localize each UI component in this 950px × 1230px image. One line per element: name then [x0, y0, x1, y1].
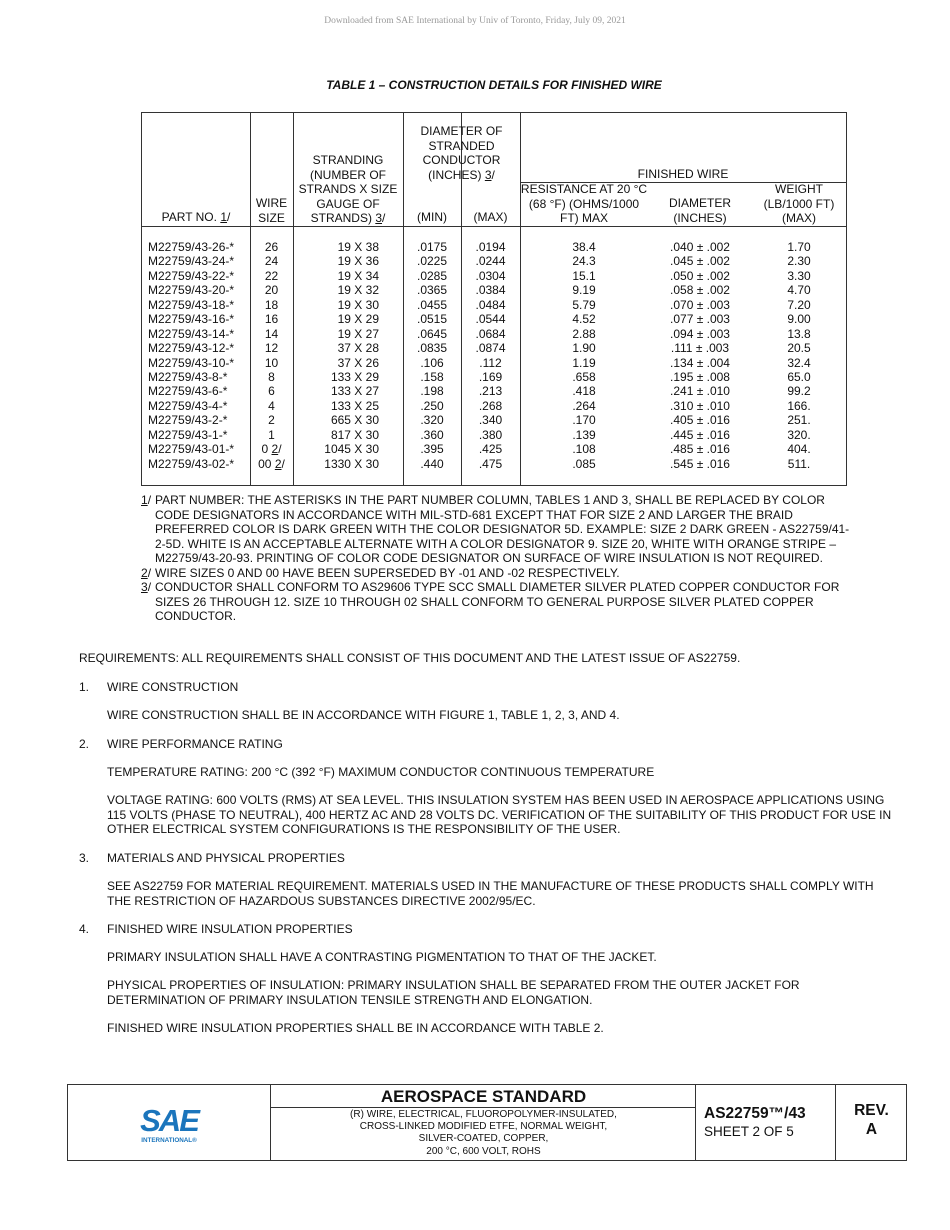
table-notes — [141, 493, 851, 624]
part-number-cell: M22759/43-24-* — [148, 254, 235, 269]
part-number-cell: M22759/43-8-* — [148, 369, 228, 384]
section-number: 3. — [79, 851, 90, 865]
weight-cell: 13.8 — [787, 326, 811, 341]
diameter-min-cell: .0175 — [416, 240, 448, 254]
header-finished-wire: FINISHED WIRE — [637, 167, 729, 181]
diameter-max-cell: .475 — [478, 456, 503, 471]
section-paragraph: PHYSICAL PROPERTIES OF INSULATION: PRIMARY INSULATION SHALL BE SEPARATED FROM THE OUTER JACKET FOR DETERMINATION OF PRIMARY INSULATION TENSILE STRENGTH AND ELONGATION. — [107, 978, 800, 1007]
diameter-max-column — [461, 240, 520, 471]
stranding-cell: 19 X 32 — [337, 283, 379, 298]
wire-size-cell: 1 — [268, 427, 275, 442]
finished-diameter-cell: .241 ± .010 — [670, 384, 730, 399]
stranding-cell: 37 X 28 — [337, 341, 379, 356]
section-title-materials: MATERIALS AND PHYSICAL PROPERTIES — [107, 851, 345, 865]
header-resistance: RESISTANCE AT 20 °C (68 °F) (OHMS/1000 FT) MAX — [520, 182, 648, 225]
part-number-cell: M22759/43-1-* — [148, 427, 228, 442]
diameter-max-cell: .0684 — [475, 326, 506, 341]
weight-cell: 2.30 — [787, 254, 811, 269]
finished-diameter-cell: .405 ± .016 — [670, 413, 730, 428]
section-paragraph: PRIMARY INSULATION SHALL HAVE A CONTRASTING PIGMENTATION TO THAT OF THE JACKET. — [107, 950, 657, 964]
header-part-no: PART NO. 1/ — [161, 210, 231, 224]
wire-size-cell: 22 — [264, 268, 279, 283]
note-1 — [141, 493, 851, 566]
resistance-cell: 9.19 — [572, 283, 596, 298]
resistance-cell: 2.88 — [572, 326, 596, 341]
wire-size-column — [250, 240, 293, 471]
part-number-cell: M22759/43-01-* — [148, 442, 235, 457]
wire-size-cell: 0 2/ — [261, 442, 282, 457]
header-diameter-group: DIAMETER OF STRANDED CONDUCTOR (INCHES) 3/ — [420, 124, 503, 182]
resistance-cell: .418 — [572, 384, 596, 399]
section-title-performance-rating: WIRE PERFORMANCE RATING — [107, 737, 283, 751]
resistance-cell: .170 — [572, 413, 596, 428]
resistance-cell: .085 — [572, 456, 596, 471]
part-number-cell: M22759/43-18-* — [148, 297, 235, 312]
title-line: (R) WIRE, ELECTRICAL, FLUOROPOLYMER-INSULATED, — [350, 1109, 617, 1120]
stranding-cell: 133 X 27 — [330, 384, 379, 399]
note-text: WIRE SIZES 0 AND 00 HAVE BEEN SUPERSEDED BY -01 AND -02 RESPECTIVELY. — [155, 565, 620, 580]
diameter-min-cell: .0645 — [416, 326, 448, 341]
header-stranding: STRANDING (NUMBER OF STRANDS X SIZE GAUGE OF STRANDS) 3/ — [298, 153, 398, 225]
resistance-column — [520, 240, 648, 471]
document-number: AS22759™/43 — [704, 1105, 806, 1122]
section-paragraph: FINISHED WIRE INSULATION PROPERTIES SHALL BE IN ACCORDANCE WITH TABLE 2. — [107, 1021, 604, 1035]
finished-diameter-cell: .050 ± .002 — [670, 268, 730, 283]
header-min: (MIN) — [417, 210, 447, 224]
note-text: CONDUCTOR SHALL CONFORM TO AS29606 TYPE SCC SMALL DIAMETER SILVER PLATED COPPER CONDUCTOR FOR SIZES 26 THROUGH 12. SIZE 10 THROUGH 02 SHALL CONFORM TO GENERAL PURPOSE SILVER PLATED COPPER CONDUCTOR. — [155, 580, 840, 623]
part-number-cell: M22759/43-4-* — [148, 398, 228, 413]
diameter-min-cell: .0225 — [416, 254, 448, 269]
diameter-max-cell: .0544 — [475, 312, 506, 327]
part-number-cell: M22759/43-10-* — [148, 355, 235, 370]
diameter-max-cell: .0484 — [475, 297, 506, 312]
weight-cell: 1.70 — [787, 240, 811, 254]
stranding-cell: 1045 X 30 — [324, 442, 379, 457]
section-paragraph: SEE AS22759 FOR MATERIAL REQUIREMENT. MATERIALS USED IN THE MANUFACTURE OF THESE PRODUCTS SHALL COMPLY WITH THE RESTRICTION OF HAZARDOUS SUBSTANCES DIRECTIVE 2002/95/EC. — [107, 879, 874, 908]
finished-diameter-cell: .040 ± .002 — [670, 240, 730, 254]
sae-logo — [68, 1085, 270, 1160]
stranding-cell: 19 X 29 — [337, 312, 379, 327]
note-text: PART NUMBER: THE ASTERISKS IN THE PART NUMBER COLUMN, TABLES 1 AND 3, SHALL BE REPLACED BY COLOR CODE DESIGNATORS IN ACCORDANCE WITH MIL-STD-681 EXCEPT THAT FOR SIZE 2 AND LARGER THE BRAID PREFERRED COLOR IS DARK GREEN WITH THE COLOR DESIGNATOR 5D. EXAMPLE: SIZE 2 DARK GREEN - AS22759/41-2-5D. WHITE IS AN ACCEPTABLE ALTERNATE WITH A COLOR DESIGNATOR 9. SIZE 20, WHITE WITH ORANGE STRIPE – M22759/43-20-93. PRINTING OF COLOR CODE DESIGNATOR ON SURFACE OF WIRE INSULATION IS NOT REQUIRED. — [155, 493, 850, 565]
wire-size-cell: 10 — [264, 355, 279, 370]
revision-cell — [835, 1085, 907, 1160]
stranding-cell: 133 X 25 — [330, 398, 379, 413]
wire-size-cell: 4 — [268, 398, 275, 413]
diameter-max-cell: .0194 — [475, 240, 506, 254]
wire-size-cell: 24 — [264, 254, 279, 269]
part-number-cell: M22759/43-2-* — [148, 413, 228, 428]
resistance-cell: 5.79 — [572, 297, 596, 312]
section-title-insulation-properties: FINISHED WIRE INSULATION PROPERTIES — [107, 922, 353, 936]
weight-cell: 4.70 — [787, 283, 811, 298]
diameter-max-cell: .213 — [478, 384, 503, 399]
stranding-column — [293, 240, 379, 471]
diameter-max-cell: .425 — [478, 442, 503, 457]
wire-size-cell: 26 — [264, 240, 279, 254]
requirements-statement: REQUIREMENTS: ALL REQUIREMENTS SHALL CONSIST OF THIS DOCUMENT AND THE LATEST ISSUE OF AS22759. — [79, 651, 741, 665]
resistance-cell: .139 — [572, 427, 596, 442]
finished-diameter-cell: .134 ± .004 — [670, 355, 730, 370]
stranding-cell: 19 X 34 — [337, 268, 379, 283]
weight-cell: 3.30 — [787, 268, 811, 283]
section-number: 2. — [79, 737, 90, 751]
note-marker: 2/ — [141, 565, 152, 580]
section-paragraph: VOLTAGE RATING: 600 VOLTS (RMS) AT SEA LEVEL. THIS INSULATION SYSTEM HAS BEEN USED IN AEROSPACE APPLICATIONS USING 115 VOLTS (PHASE TO NEUTRAL), 400 HERTZ AC AND 28 VOLTS DC. VERIFICATION OF THE SUITABILITY OF THIS PRODUCT FOR USE IN OTHER ELECTRICAL SYSTEM CONFIGURATIONS IS THE RESPONSIBILITY OF THE USER. — [107, 793, 892, 836]
diameter-max-cell: .340 — [478, 413, 503, 428]
stranding-cell: 19 X 36 — [337, 254, 379, 269]
finished-diameter-cell: .094 ± .003 — [670, 326, 730, 341]
stranding-cell: 1330 X 30 — [324, 456, 379, 471]
finished-diameter-cell: .310 ± .010 — [670, 398, 730, 413]
finished-diameter-cell: .195 ± .008 — [670, 369, 730, 384]
weight-cell: 99.2 — [787, 384, 811, 399]
svg-text:INTERNATIONAL®: INTERNATIONAL® — [141, 1137, 197, 1144]
diameter-max-cell: .0244 — [475, 254, 506, 269]
diameter-min-cell: .440 — [420, 456, 444, 471]
resistance-cell: 1.19 — [572, 355, 596, 370]
part-number-cell: M22759/43-14-* — [148, 326, 235, 341]
weight-cell: 166. — [787, 398, 811, 413]
section-number: 4. — [79, 922, 90, 936]
resistance-cell: .108 — [572, 442, 596, 457]
note-2 — [141, 566, 851, 581]
wire-size-cell: 18 — [264, 297, 279, 312]
wire-size-cell: 20 — [264, 283, 279, 298]
title-block — [67, 1084, 907, 1161]
diameter-max-cell: .0874 — [475, 341, 506, 356]
section-paragraph: WIRE CONSTRUCTION SHALL BE IN ACCORDANCE WITH FIGURE 1, TABLE 1, 2, 3, AND 4. — [107, 708, 620, 722]
part-number-column — [148, 240, 248, 471]
finished-diameter-column — [648, 240, 752, 471]
part-number-cell: M22759/43-22-* — [148, 268, 235, 283]
finished-diameter-cell: .545 ± .016 — [670, 456, 730, 471]
stranding-cell: 133 X 29 — [330, 369, 379, 384]
weight-cell: 9.00 — [787, 312, 811, 327]
stranding-cell: 665 X 30 — [330, 413, 379, 428]
header-wire-size: WIRE SIZE — [255, 196, 288, 225]
part-number-cell: M22759/43-20-* — [148, 283, 235, 298]
resistance-cell: 15.1 — [572, 268, 596, 283]
revision-value: A — [865, 1121, 878, 1138]
diameter-min-cell: .0455 — [416, 297, 448, 312]
finished-diameter-cell: .070 ± .003 — [670, 297, 730, 312]
wire-size-cell: 00 2/ — [258, 456, 285, 471]
document-title — [271, 1109, 696, 1158]
document-number-cell — [695, 1085, 836, 1160]
diameter-min-cell: .320 — [420, 413, 444, 428]
resistance-cell: 4.52 — [572, 312, 596, 327]
diameter-max-cell: .380 — [478, 427, 503, 442]
diameter-min-cell: .0285 — [416, 268, 448, 283]
title-line: CROSS-LINKED MODIFIED ETFE, NORMAL WEIGHT, — [359, 1121, 608, 1133]
finished-diameter-cell: .485 ± .016 — [670, 442, 730, 457]
standard-type: AEROSPACE STANDARD — [271, 1085, 696, 1108]
weight-cell: 511. — [787, 456, 811, 471]
table-title: TABLE 1 – CONSTRUCTION DETAILS FOR FINISHED WIRE — [326, 78, 662, 92]
header-divider — [142, 226, 846, 227]
diameter-max-cell: .169 — [478, 369, 503, 384]
note-marker: 1/ — [141, 493, 152, 507]
finished-diameter-cell: .445 ± .016 — [670, 427, 730, 442]
title-block-description — [270, 1085, 696, 1160]
diameter-min-cell: .106 — [420, 355, 444, 370]
header-max: (MAX) — [473, 210, 508, 224]
diameter-min-cell: .158 — [420, 369, 444, 384]
diameter-max-cell: .0384 — [475, 283, 506, 298]
resistance-cell: 24.3 — [572, 254, 596, 269]
part-number-cell: M22759/43-12-* — [148, 341, 235, 356]
title-line: 200 °C, 600 VOLT, ROHS — [426, 1145, 541, 1157]
svg-text:SAE: SAE — [140, 1103, 198, 1138]
part-number-cell: M22759/43-02-* — [148, 456, 235, 471]
resistance-cell: 38.4 — [572, 240, 596, 254]
part-number-cell: M22759/43-26-* — [148, 240, 235, 254]
stranding-cell: 19 X 27 — [337, 326, 379, 341]
section-title-wire-construction: WIRE CONSTRUCTION — [107, 680, 239, 694]
diameter-min-column — [403, 240, 461, 471]
weight-cell: 20.5 — [787, 341, 811, 356]
finished-diameter-cell: .077 ± .003 — [670, 312, 730, 327]
section-paragraph: TEMPERATURE RATING: 200 °C (392 °F) MAXIMUM CONDUCTOR CONTINUOUS TEMPERATURE — [107, 765, 655, 779]
header-diameter: DIAMETER (INCHES) — [668, 196, 731, 225]
weight-cell: 404. — [787, 442, 811, 457]
finished-diameter-cell: .045 ± .002 — [670, 254, 730, 269]
resistance-cell: .264 — [572, 398, 596, 413]
diameter-min-cell: .0835 — [416, 341, 448, 356]
diameter-max-cell: .0304 — [475, 268, 506, 283]
revision-label: REV. — [854, 1102, 889, 1119]
diameter-max-cell: .268 — [478, 398, 503, 413]
section-number: 1. — [79, 680, 90, 694]
sae-logo-icon — [68, 1085, 270, 1160]
diameter-min-cell: .0515 — [416, 312, 448, 327]
resistance-cell: 1.90 — [572, 341, 596, 356]
sheet-number: SHEET 2 OF 5 — [704, 1124, 794, 1139]
wire-size-cell: 8 — [268, 369, 275, 384]
weight-cell: 7.20 — [787, 297, 811, 312]
diameter-min-cell: .0365 — [416, 283, 448, 298]
diameter-max-cell: .112 — [479, 355, 502, 370]
download-watermark: Downloaded from SAE International by Univ of Toronto, Friday, July 09, 2021 — [324, 16, 626, 26]
part-number-cell: M22759/43-6-* — [148, 384, 228, 399]
weight-cell: 251. — [787, 413, 811, 428]
stranding-cell: 19 X 38 — [337, 240, 379, 254]
wire-size-cell: 14 — [264, 326, 279, 341]
diameter-min-cell: .360 — [420, 427, 444, 442]
stranding-cell: 37 X 26 — [337, 355, 379, 370]
diameter-min-cell: .198 — [420, 384, 444, 399]
construction-table — [141, 112, 847, 486]
finished-diameter-cell: .058 ± .002 — [670, 283, 730, 298]
weight-column — [752, 240, 846, 471]
weight-cell: 320. — [787, 427, 811, 442]
wire-size-cell: 6 — [268, 384, 275, 399]
wire-size-cell: 16 — [264, 312, 279, 327]
diameter-min-cell: .395 — [420, 442, 444, 457]
wire-size-cell: 2 — [268, 413, 275, 428]
weight-cell: 32.4 — [787, 355, 811, 370]
stranding-cell: 19 X 30 — [337, 297, 379, 312]
weight-cell: 65.0 — [787, 369, 811, 384]
part-number-cell: M22759/43-16-* — [148, 312, 235, 327]
note-3 — [141, 580, 851, 624]
resistance-cell: .658 — [572, 369, 596, 384]
finished-diameter-cell: .111 ± .003 — [670, 341, 730, 356]
note-marker: 3/ — [141, 580, 152, 594]
title-line: SILVER-COATED, COPPER, — [418, 1133, 549, 1145]
stranding-cell: 817 X 30 — [330, 427, 379, 442]
header-weight: WEIGHT (LB/1000 FT) (MAX) — [763, 182, 835, 225]
wire-size-cell: 12 — [264, 341, 279, 356]
diameter-min-cell: .250 — [420, 398, 444, 413]
